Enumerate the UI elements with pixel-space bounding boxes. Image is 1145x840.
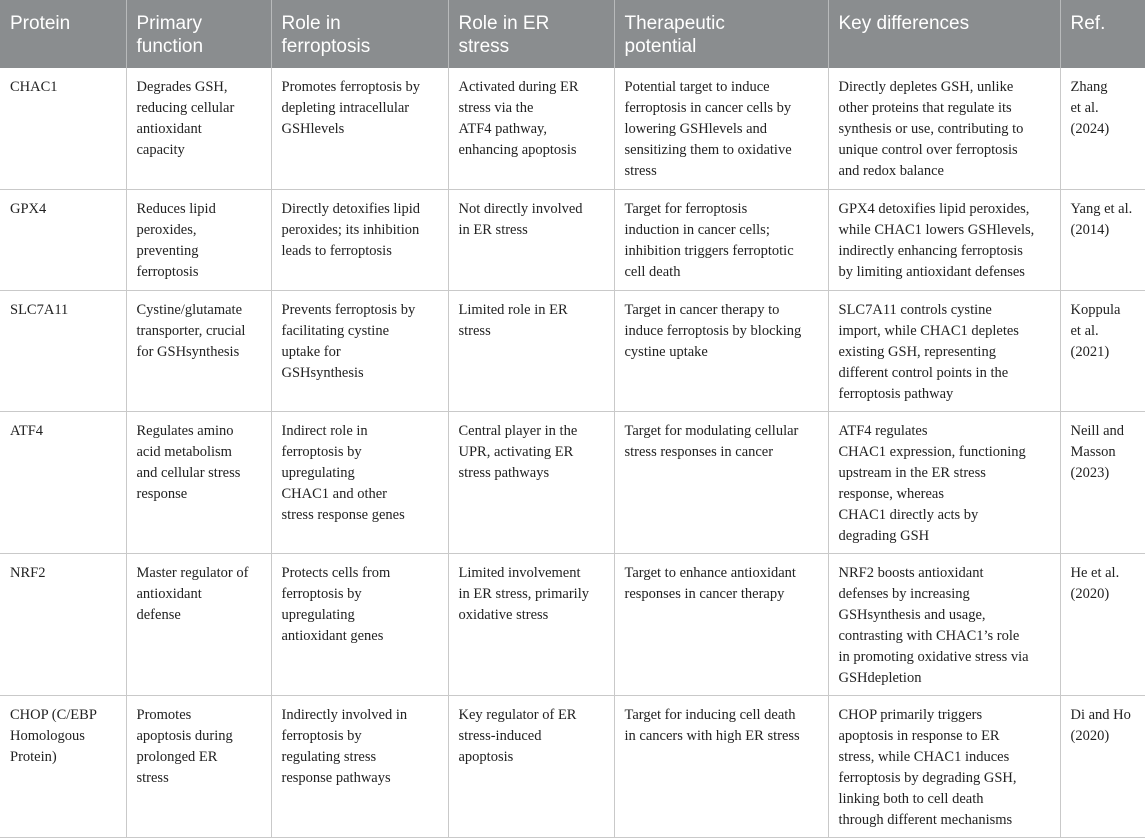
cell-text-line: (2021) [1070, 343, 1110, 360]
cell-text-line: apoptosis [458, 748, 514, 765]
cell-text-line: NRF2 [10, 564, 46, 581]
cell-text-line: SLC7A11 controls cystine [838, 301, 992, 318]
cell-primary-function [126, 68, 271, 189]
cell-text-line: ATF4 regulates [838, 422, 928, 439]
cell-text-line: reducing cellular [136, 100, 235, 116]
cell-ref [1060, 189, 1145, 290]
cell-text-line: Directly depletes GSH, unlike [838, 79, 1014, 95]
cell-text-line: peroxides; its inhibition [281, 221, 420, 238]
cell-text-line: Regulates amino [136, 422, 234, 439]
column-header-line: function [136, 36, 204, 57]
cell-text-line: responses in cancer therapy [624, 585, 785, 602]
column-header-line: ferroptosis [281, 36, 371, 57]
cell-text-line: ATF4 [10, 422, 44, 439]
cell-text-line: in ER stress, primarily [458, 585, 589, 602]
cell-key-differences [828, 695, 1060, 837]
cell-text-line: ferroptosis pathway [838, 385, 954, 402]
cell-text-line: Potential target to induce [624, 79, 770, 95]
column-header-line: Therapeutic [624, 13, 725, 34]
cell-protein [0, 553, 126, 695]
cell-primary-function [126, 290, 271, 411]
cell-role-in-er-stress [448, 189, 614, 290]
cell-text-line: response [136, 485, 188, 502]
cell-text-line: CHAC1 directly acts by [838, 506, 979, 523]
cell-text-line: GSHdepletion [838, 669, 922, 686]
cell-text-line: Directly detoxifies lipid [281, 200, 421, 217]
table-row [0, 695, 1145, 837]
cell-role-in-ferroptosis [271, 68, 448, 189]
cell-text-line: antioxidant [136, 121, 202, 137]
cell-text-line: transporter, crucial [136, 322, 246, 339]
cell-text-line: stress [136, 769, 169, 786]
cell-key-differences [828, 553, 1060, 695]
cell-text-line: linking both to cell death [838, 790, 984, 807]
cell-text-line: Protects cells from [281, 564, 391, 581]
column-header-line: Ref. [1070, 13, 1106, 34]
cell-key-differences [828, 411, 1060, 553]
column-header-line: Primary [136, 13, 202, 34]
column-header-line: potential [624, 36, 697, 57]
cell-text-line: Cystine/glutamate [136, 301, 243, 318]
cell-text-line: stress [624, 163, 657, 179]
cell-text-line: CHAC1 and other [281, 485, 388, 502]
cell-text-line: other proteins that regulate its [838, 100, 1012, 116]
cell-therapeutic-potential [614, 189, 828, 290]
cell-text-line: capacity [136, 142, 185, 158]
column-header-protein [0, 0, 126, 68]
cell-role-in-ferroptosis [271, 553, 448, 695]
cell-role-in-er-stress [448, 695, 614, 837]
cell-text-line: Protein) [10, 748, 57, 765]
cell-text-line: uptake for [281, 343, 341, 360]
cell-text-line: SLC7A11 [10, 301, 69, 318]
cell-text-line: Target for inducing cell death [624, 706, 796, 723]
cell-text-line: Koppula [1070, 301, 1121, 318]
cell-text-line: sensitizing them to oxidative [624, 142, 792, 158]
cell-text-line: Promotes [136, 706, 192, 723]
cell-text-line: (2020) [1070, 727, 1110, 744]
cell-text-line: Central player in the [458, 422, 578, 439]
table-body [0, 68, 1145, 837]
cell-text-line: ferroptosis by degrading GSH, [838, 769, 1017, 786]
cell-text-line: degrading GSH [838, 527, 930, 544]
cell-text-line: defenses by increasing [838, 585, 970, 602]
cell-text-line: in promoting oxidative stress via [838, 648, 1029, 665]
cell-text-line: Masson [1070, 443, 1116, 460]
cell-text-line: GSHlevels [281, 121, 345, 137]
column-header-role-in-er-stress [448, 0, 614, 68]
cell-text-line: by limiting antioxidant defenses [838, 263, 1025, 280]
cell-text-line: et al. [1070, 100, 1099, 116]
cell-protein [0, 68, 126, 189]
cell-text-line: NRF2 boosts antioxidant [838, 564, 984, 581]
cell-text-line: stress, while CHAC1 induces [838, 748, 1010, 765]
cell-primary-function [126, 189, 271, 290]
cell-primary-function [126, 553, 271, 695]
cell-text-line: import, while CHAC1 depletes [838, 322, 1019, 339]
cell-text-line: for GSHsynthesis [136, 343, 240, 360]
cell-text-line: contrasting with CHAC1’s role [838, 627, 1020, 644]
cell-text-line: Prevents ferroptosis by [281, 301, 416, 318]
cell-text-line: GPX4 [10, 200, 47, 217]
cell-primary-function [126, 411, 271, 553]
cell-text-line: and redox balance [838, 163, 944, 179]
cell-text-line: Zhang [1070, 79, 1108, 95]
cell-text-line: stress response genes [281, 506, 405, 523]
cell-text-line: indirectly enhancing ferroptosis [838, 242, 1023, 259]
cell-ref [1060, 553, 1145, 695]
cell-text-line: preventing [136, 242, 199, 259]
cell-text-line: in cancers with high ER stress [624, 727, 800, 744]
cell-text-line: Indirectly involved in [281, 706, 408, 723]
cell-therapeutic-potential [614, 553, 828, 695]
cell-text-line: stress via the [458, 100, 534, 116]
cell-text-line: et al. [1070, 322, 1099, 339]
cell-text-line: Promotes ferroptosis by [281, 79, 421, 95]
cell-role-in-ferroptosis [271, 290, 448, 411]
cell-text-line: upregulating [281, 464, 355, 481]
cell-text-line: cystine uptake [624, 343, 708, 360]
cell-text-line: apoptosis during [136, 727, 233, 744]
cell-text-line: Neill and [1070, 422, 1125, 439]
cell-text-line: ferroptosis by [281, 585, 362, 602]
cell-text-line: ferroptosis by [281, 727, 362, 744]
cell-text-line: stress [458, 322, 491, 339]
cell-text-line: antioxidant [136, 585, 202, 602]
cell-text-line: Key regulator of ER [458, 706, 577, 723]
cell-role-in-er-stress [448, 553, 614, 695]
cell-text-line: Target for modulating cellular [624, 422, 799, 439]
cell-text-line: induction in cancer cells; [624, 221, 770, 238]
cell-text-line: Limited involvement [458, 564, 581, 581]
column-header-line: Role in [281, 13, 341, 34]
table-row [0, 68, 1145, 189]
cell-text-line: ATF4 pathway, [458, 121, 547, 137]
cell-text-line: Degrades GSH, [136, 79, 228, 95]
cell-text-line: (2024) [1070, 121, 1110, 137]
column-header-line: Role in ER [458, 13, 550, 34]
column-header-line: Key differences [838, 13, 970, 34]
cell-text-line: Target to enhance antioxidant [624, 564, 796, 581]
column-header-ref [1060, 0, 1145, 68]
cell-text-line: CHOP (C/EBP [10, 706, 97, 723]
cell-text-line: existing GSH, representing [838, 343, 996, 360]
cell-text-line: Reduces lipid [136, 200, 216, 217]
cell-text-line: Yang et al. [1070, 200, 1133, 217]
cell-text-line: (2023) [1070, 464, 1110, 481]
cell-text-line: in ER stress [458, 221, 528, 238]
table-row [0, 290, 1145, 411]
cell-protein [0, 189, 126, 290]
cell-text-line: lowering GSHlevels and [624, 121, 768, 137]
cell-text-line: Master regulator of [136, 564, 249, 581]
cell-text-line: regulating stress [281, 748, 377, 765]
cell-text-line: enhancing apoptosis [458, 142, 577, 158]
cell-text-line: induce ferroptosis by blocking [624, 322, 802, 339]
cell-text-line: stress pathways [458, 464, 550, 481]
table-row [0, 553, 1145, 695]
cell-text-line: CHAC1 expression, functioning [838, 443, 1026, 460]
cell-text-line: Di and Ho [1070, 706, 1131, 723]
cell-text-line: ferroptosis by [281, 443, 362, 460]
cell-text-line: ferroptosis in cancer cells by [624, 100, 792, 116]
cell-text-line: ferroptosis [136, 263, 199, 280]
cell-text-line: antioxidant genes [281, 627, 384, 644]
cell-text-line: through different mechanisms [838, 811, 1013, 828]
cell-ref [1060, 695, 1145, 837]
cell-text-line: facilitating cystine [281, 322, 390, 339]
cell-text-line: Limited role in ER [458, 301, 568, 318]
cell-text-line: peroxides, [136, 221, 197, 238]
cell-role-in-er-stress [448, 290, 614, 411]
cell-text-line: upregulating [281, 606, 355, 623]
column-header-role-in-ferroptosis [271, 0, 448, 68]
cell-text-line: (2014) [1070, 221, 1110, 238]
cell-text-line: cell death [624, 263, 681, 280]
cell-role-in-ferroptosis [271, 411, 448, 553]
cell-text-line: Not directly involved [458, 200, 583, 217]
cell-protein [0, 290, 126, 411]
cell-text-line: CHOP primarily triggers [838, 706, 983, 723]
cell-text-line: Target for ferroptosis [624, 200, 748, 217]
table-header [0, 0, 1145, 68]
table-row [0, 411, 1145, 553]
cell-key-differences [828, 68, 1060, 189]
cell-role-in-ferroptosis [271, 189, 448, 290]
column-header-primary-function [126, 0, 271, 68]
cell-text-line: leads to ferroptosis [281, 242, 392, 259]
cell-text-line: unique control over ferroptosis [838, 142, 1018, 158]
cell-text-line: defense [136, 606, 181, 623]
cell-therapeutic-potential [614, 290, 828, 411]
header-row [0, 0, 1145, 68]
cell-text-line: (2020) [1070, 585, 1110, 602]
cell-ref [1060, 411, 1145, 553]
cell-text-line: acid metabolism [136, 443, 232, 460]
cell-text-line: different control points in the [838, 364, 1009, 381]
column-header-line: stress [458, 36, 510, 57]
cell-text-line: Homologous [10, 727, 85, 744]
cell-text-line: response, whereas [838, 485, 944, 502]
cell-text-line: UPR, activating ER [458, 443, 574, 460]
column-header-line: Protein [10, 13, 71, 34]
cell-therapeutic-potential [614, 68, 828, 189]
cell-primary-function [126, 695, 271, 837]
cell-text-line: upstream in the ER stress [838, 464, 986, 481]
cell-key-differences [828, 290, 1060, 411]
cell-text-line: synthesis or use, contributing to [838, 121, 1024, 137]
cell-text-line: GSHsynthesis and usage, [838, 606, 986, 623]
cell-text-line: apoptosis in response to ER [838, 727, 1000, 744]
cell-text-line: CHAC1 [10, 79, 58, 95]
cell-text-line: GSHsynthesis [281, 364, 364, 381]
cell-text-line: He et al. [1070, 564, 1120, 581]
column-header-therapeutic-potential [614, 0, 828, 68]
cell-key-differences [828, 189, 1060, 290]
cell-text-line: stress-induced [458, 727, 542, 744]
cell-text-line: stress responses in cancer [624, 443, 774, 460]
cell-text-line: inhibition triggers ferroptotic [624, 242, 794, 259]
cell-text-line: Target in cancer therapy to [624, 301, 780, 318]
cell-text-line: GPX4 detoxifies lipid peroxides, [838, 200, 1030, 217]
table-row [0, 189, 1145, 290]
cell-protein [0, 411, 126, 553]
cell-role-in-er-stress [448, 411, 614, 553]
cell-ref [1060, 68, 1145, 189]
cell-text-line: depleting intracellular [281, 100, 410, 116]
column-header-key-differences [828, 0, 1060, 68]
cell-text-line: Activated during ER [458, 79, 579, 95]
cell-role-in-ferroptosis [271, 695, 448, 837]
cell-text-line: while CHAC1 lowers GSHlevels, [838, 221, 1035, 238]
cell-role-in-er-stress [448, 68, 614, 189]
cell-ref [1060, 290, 1145, 411]
cell-text-line: and cellular stress [136, 464, 241, 481]
cell-therapeutic-potential [614, 411, 828, 553]
cell-protein [0, 695, 126, 837]
cell-text-line: oxidative stress [458, 606, 549, 623]
cell-therapeutic-potential [614, 695, 828, 837]
cell-text-line: prolonged ER [136, 748, 218, 765]
cell-text-line: response pathways [281, 769, 391, 786]
cell-text-line: Indirect role in [281, 422, 368, 439]
